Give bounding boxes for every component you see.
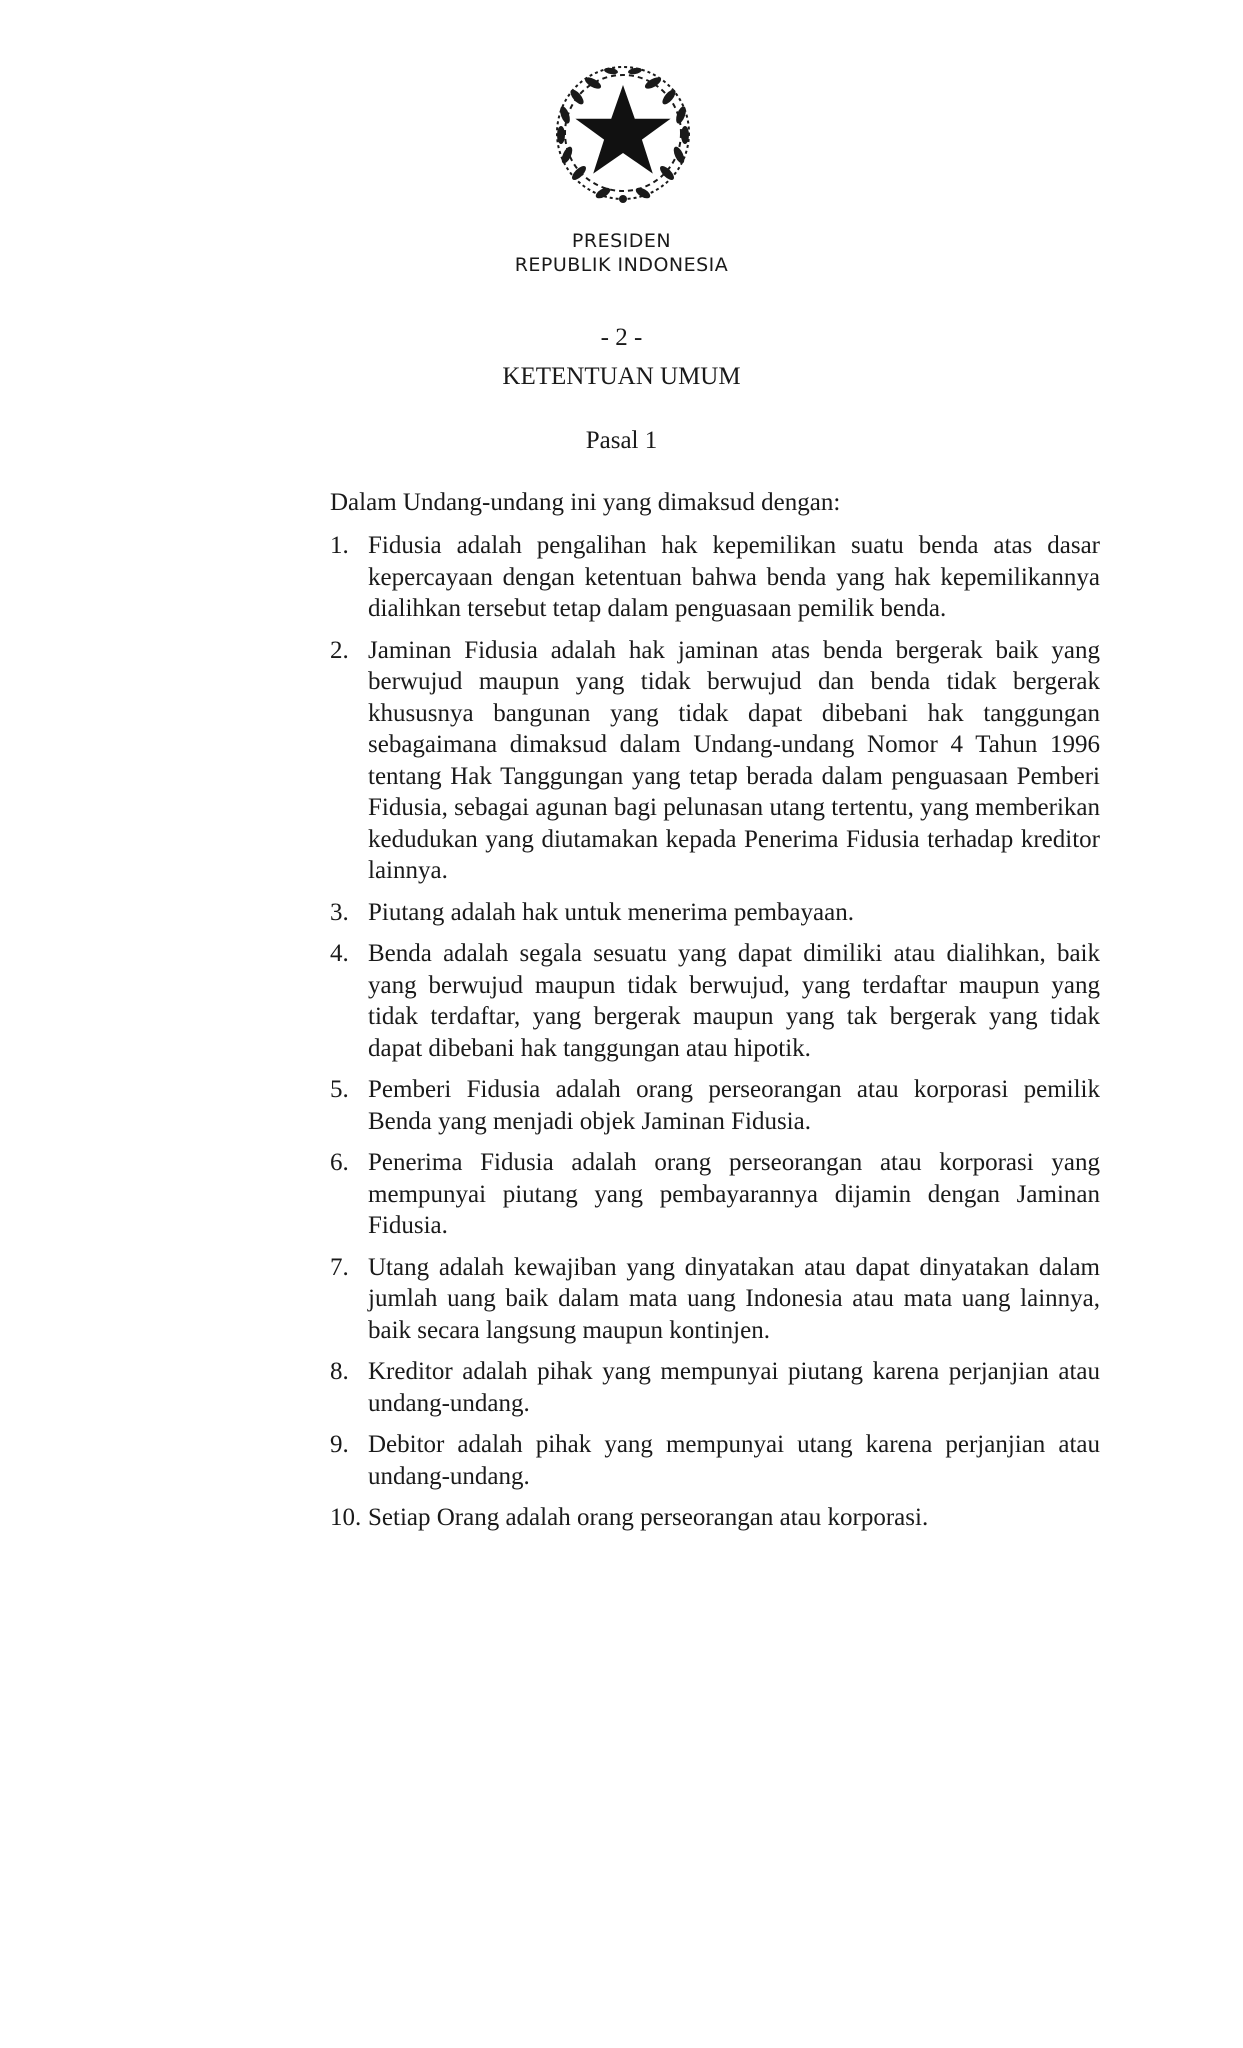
header-president: PRESIDEN (571, 230, 672, 252)
definition-item (330, 1356, 1100, 1419)
definition-text: Utang adalah kewajiban yang dinyatakan atau dapat dinyatakan dalam jumlah uang baik dalam mata uang Indonesia atau mata uang lainnya, baik secara langsung maupun kontinjen. (368, 1253, 1100, 1344)
definition-item (330, 530, 1100, 625)
definition-text: Debitor adalah pihak yang mempunyai utang karena perjanjian atau undang-undang. (368, 1431, 1100, 1490)
definition-number: 6. (330, 1149, 349, 1176)
definition-number: 7. (330, 1253, 349, 1281)
definition-text: Fidusia adalah pengalihan hak kepemilikan suatu benda atas dasar kepercayaan dengan ketentuan bahwa benda yang hak kepemilikannya dialihkan tersebut tetap dalam penguasaan pemilik benda. (368, 532, 1100, 622)
definition-number: 10. (330, 1504, 362, 1531)
definition-item (330, 1252, 1100, 1347)
definition-text: Setiap Orang adalah orang perseorangan atau korporasi. (368, 1504, 929, 1531)
definition-item (330, 1147, 1100, 1242)
definition-number: 9. (330, 1431, 349, 1458)
page-number: - 2 - (600, 324, 643, 351)
definition-number: 5. (330, 1076, 349, 1103)
definition-text: Benda adalah segala sesuatu yang dapat dimiliki atau dialihkan, baik yang berwujud maupun tidak berwujud, yang terdaftar maupun yang tidak terdaftar, yang bergerak maupun yang tak bergerak yang tidak dapat dibebani hak tanggungan atau hipotik. (368, 940, 1100, 1062)
definition-list (330, 530, 1100, 1544)
definition-item (330, 1074, 1100, 1137)
intro-text: Dalam Undang-undang ini yang dimaksud dengan: (330, 489, 841, 516)
presidential-emblem-icon (543, 55, 703, 215)
definition-number: 8. (330, 1358, 349, 1385)
definition-number: 2. (330, 636, 349, 664)
definition-item (330, 897, 1100, 929)
header-republic: REPUBLIK INDONESIA (514, 254, 729, 276)
definition-text: Penerima Fidusia adalah orang perseorangan atau korporasi yang mempunyai piutang yang pembayarannya dijamin dengan Jaminan Fidusia. (368, 1149, 1100, 1239)
definition-text: Jaminan Fidusia adalah hak jaminan atas benda bergerak baik yang berwujud maupun yang tidak berwujud dan benda tidak bergerak khususnya bangunan yang tidak dapat dibebani hak tanggungan sebagaimana dimaksud dalam Undang-undang Nomor 4 Tahun 1996 tentang Hak Tanggungan yang tetap berada dalam penguasaan Pemberi Fidusia, sebagai agunan bagi pelunasan utang tertentu, yang memberikan kedudukan yang diutamakan kepada Penerima Fidusia terhadap kreditor lainnya. (368, 636, 1100, 884)
article-title: Pasal 1 (585, 427, 658, 454)
definition-item (330, 1502, 1100, 1534)
definition-item (330, 1429, 1100, 1492)
chapter-title: KETENTUAN UMUM (502, 363, 741, 390)
definition-number: 3. (330, 898, 349, 926)
definition-number: 1. (330, 532, 349, 559)
definition-item (330, 938, 1100, 1064)
definition-text: Kreditor adalah pihak yang mempunyai piutang karena perjanjian atau undang-undang. (368, 1358, 1100, 1417)
definition-text: Piutang adalah hak untuk menerima pembayaan. (368, 898, 854, 926)
definition-text: Pemberi Fidusia adalah orang perseorangan atau korporasi pemilik Benda yang menjadi objek Jaminan Fidusia. (368, 1076, 1100, 1135)
definition-number: 4. (330, 940, 349, 967)
definition-item (330, 635, 1100, 887)
